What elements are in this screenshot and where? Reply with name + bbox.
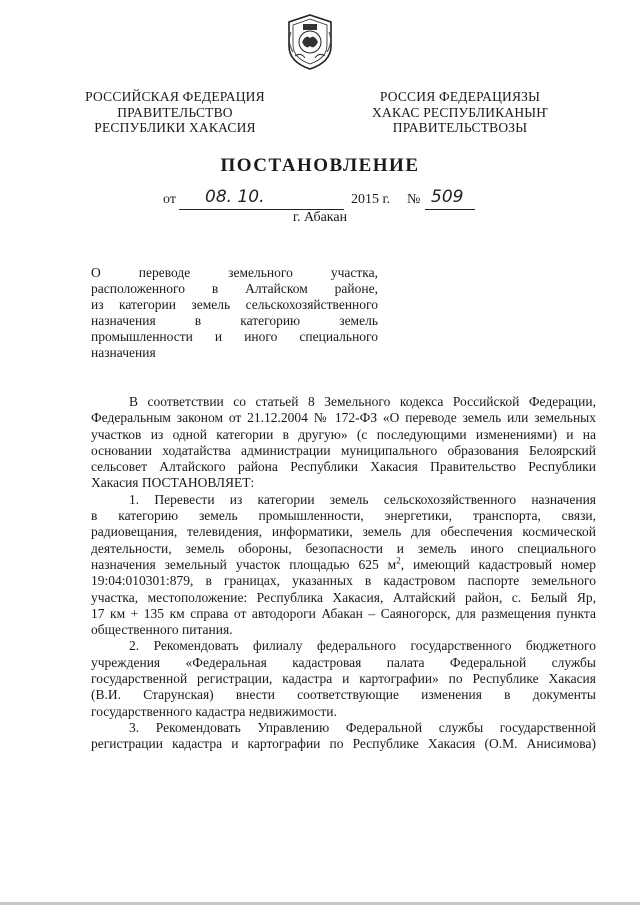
body-line: регистрации кадастра и картографии по Республике Хакасия (О.М. Анисимова) <box>91 736 596 752</box>
body-line-area <box>91 557 596 573</box>
body-line: Хакасия ПОСТАНОВЛЯЕТ: <box>91 475 255 491</box>
subject-line: назначения в категорию земель <box>91 313 378 328</box>
body-line: учреждения «Федеральная кадастровая палата Федеральной службы <box>91 654 596 670</box>
header-left <box>80 89 270 136</box>
body-line: 1. Перевести из категории земель сельскохозяйственного назначения <box>129 491 596 507</box>
body-line: участков из одной категории в другую» (с последующими изменениями) и на <box>91 426 596 442</box>
body-line: сельсовет Алтайского района Республики Хакасия Правительство Республики <box>91 459 596 475</box>
body-line: государственной регистрации, кадастра и картографии» по Республике Хакасия <box>91 671 596 687</box>
body-line: Федеральным законом от 21.12.2004 № 172-ФЗ «О переводе земель или земельных <box>91 410 596 426</box>
subject-line: расположенного в Алтайском районе, <box>91 281 378 296</box>
number-handwritten: 509 <box>431 187 464 207</box>
body-line: 17 км + 135 км справа от автодороги Абакан – Саяногорск, для размещения пункта <box>91 605 596 621</box>
body-line: основании ходатайства администрации муниципального образования Белоярский <box>91 442 596 458</box>
document-title: ПОСТАНОВЛЕНИЕ <box>220 155 420 176</box>
body-line: деятельности, земель обороны, безопасности и земель иного специального <box>91 540 596 556</box>
subject-line: из категории земель сельскохозяйственного <box>91 297 378 312</box>
body-line: в категорию земель промышленности, энергетики, транспорта, связи, <box>91 508 596 524</box>
body-line: участка, местоположение: Республика Хакасия, Алтайский район, с. Белый Яр, <box>91 589 596 605</box>
header-left-line-3: РЕСПУБЛИКИ ХАКАСИЯ <box>94 120 256 135</box>
header-right-line-2: ХАКАС РЕСПУБЛИКАНЫҤ <box>372 104 548 120</box>
number-sign: № <box>407 192 421 207</box>
subject-block <box>91 265 378 361</box>
body-line: 19:04:010301:879, в границах, указанных в кадастровом паспорте земельного <box>91 573 596 589</box>
header-right-line-3: ПРАВИТЕЛЬСТВОЗЫ <box>392 120 528 135</box>
date-handwritten: 08. 10. <box>205 187 265 207</box>
subject-line: О переводе земельного участка, <box>91 265 378 280</box>
subject-line: назначения <box>91 345 156 360</box>
body-line: В соответствии со статьей 8 Земельного кодекса Российской Федерации, <box>129 394 596 409</box>
body-line: (В.И. Старунская) внести соответствующие изменения в документы <box>91 687 596 703</box>
area-unit-superscript: 2 <box>396 555 401 566</box>
header-left-line-1: РОССИЙСКАЯ ФЕДЕРАЦИЯ <box>85 89 265 104</box>
header-right <box>360 89 560 136</box>
body-line: 3. Рекомендовать Управлению Федеральной службы государственной <box>129 719 596 735</box>
body-line: 2. Рекомендовать филиалу федерального государственного бюджетного <box>129 638 596 654</box>
header-left-line-2: ПРАВИТЕЛЬСТВО <box>117 104 233 120</box>
area-text: назначения земельный участок площадью 625 м <box>91 556 397 572</box>
year-label: 2015 г. <box>351 192 391 207</box>
body-line: общественного питания. <box>91 622 233 638</box>
from-label: от <box>163 192 176 207</box>
header-right-line-1: РОССИЯ ФЕДЕРАЦИЯЗЫ <box>379 89 541 104</box>
cadastral-text: , имеющий кадастровый номер <box>400 556 596 572</box>
resolution-body <box>91 394 596 753</box>
city-label: г. Абакан <box>292 210 348 225</box>
body-line: государственного кадастра недвижимости. <box>91 703 337 719</box>
body-line: радиовещания, телевидения, информатики, земель для обеспечения космической <box>91 524 596 540</box>
subject-line: промышленности и иного специального <box>91 329 378 344</box>
coat-of-arms-emblem <box>281 12 339 72</box>
